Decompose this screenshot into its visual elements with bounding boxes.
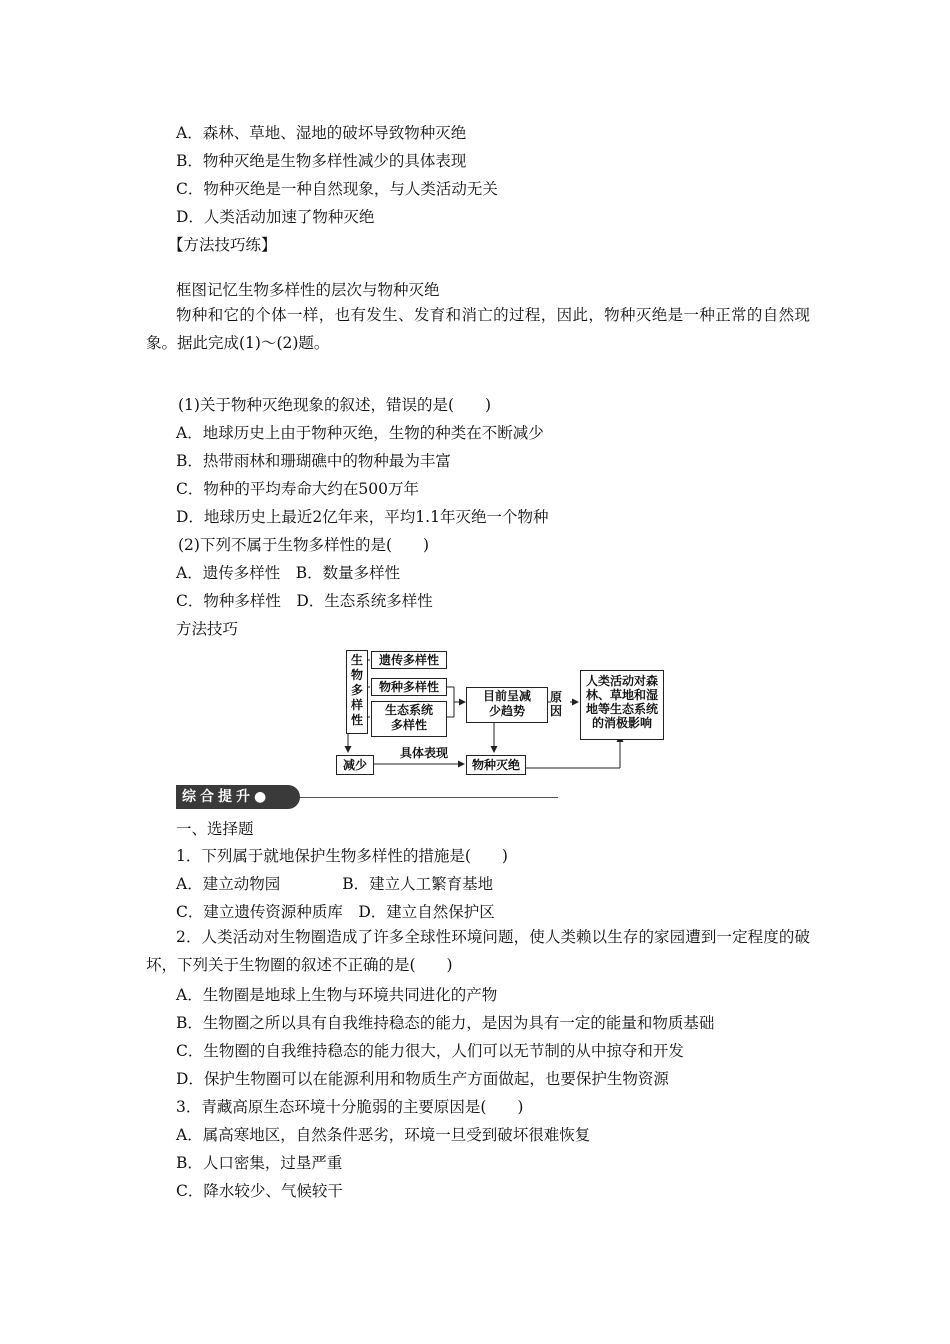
question-3-option-b: B．人口密集，过垦严重 [176,1154,343,1172]
section-banner [176,785,558,811]
method-title: 框图记忆生物多样性的层次与物种灭绝 [176,281,440,299]
question-3-stem: 3．青藏高原生态环境十分脆弱的主要原因是( ) [176,1098,524,1116]
decreasing-trend-box: 目前呈减少趋势 [466,687,548,723]
option-a: A．森林、草地、湿地的破坏导致物种灭绝 [176,124,467,142]
q1-option-a: A．地球历史上由于物种灭绝，生物的种类在不断减少 [176,424,544,442]
q2-stem: (2)下列不属于生物多样性的是( ) [178,536,430,554]
section-one-title: 一、选择题 [176,820,254,838]
question-3-option-a: A．属高寒地区，自然条件恶劣，环境一旦受到破坏很难恢复 [176,1126,591,1144]
species-diversity-box: 物种多样性 [371,678,447,696]
q1-stem: (1)关于物种灭绝现象的叙述，错误的是( ) [178,396,492,414]
option-b: B．物种灭绝是生物多样性减少的具体表现 [176,152,467,170]
reason-label: 原因 [550,690,563,718]
q2-options-cd: C．物种多样性 D．生态系统多样性 [176,592,433,610]
q1-option-d: D．地球历史上最近2亿年来，平均1.1年灭绝一个物种 [176,508,549,526]
option-d: D．人类活动加速了物种灭绝 [176,208,375,226]
extinction-box: 物种灭绝 [466,755,526,775]
question-3-option-c: C．降水较少、气候较干 [176,1182,343,1200]
q1-option-c: C．物种的平均寿命大约在500万年 [176,480,419,498]
question-1-stem: 1．下列属于就地保护生物多样性的措施是( ) [176,847,508,865]
question-2-option-c: C．生物圈的自我维持稳态的能力很大，人们可以无节制的从中掠夺和开发 [176,1042,684,1060]
question-2-stem: 2．人类活动对生物圈造成了许多全球性环境问题，使人类赖以生存的家园遭到一定程度的破坏，下列关于生物圈的叙述不正确的是( ) [146,928,810,974]
question-2-option-a: A．生物圈是地球上生物与环境共同进化的产物 [176,986,498,1004]
option-c: C．物种灭绝是一种自然现象，与人类活动无关 [176,180,498,198]
ecosystem-diversity-box: 生态系统多样性 [371,701,447,737]
question-1-options-ab: A．建立动物园 B．建立人工繁育基地 [176,875,494,893]
question-2-option-d: D．保护生物圈可以在能源利用和物质生产方面做起，也要保护生物资源 [176,1070,669,1088]
method-tip: 方法技巧 [176,620,239,638]
question-2-option-b: B．生物圈之所以具有自我维持稳态的能力，是因为具有一定的能量和物质基础 [176,1014,715,1032]
biodiversity-label: 生物多样性 [346,650,368,734]
q2-options-ab: A．遗传多样性 B．数量多样性 [176,564,401,582]
banner-label: 综合提升● [176,785,300,809]
banner-rule [286,797,558,798]
human-impact-box: 人类活动对森林、草地和湿地等生态系统的消极影响 [580,670,664,740]
biodiversity-diagram [330,640,660,780]
decrease-box: 减少 [336,755,374,775]
method-intro: 物种和它的个体一样，也有发生、发育和消亡的过程，因此，物种灭绝是一种正常的自然现象。据此完成(1)～(2)题。 [146,306,810,352]
manifestation-label: 具体表现 [400,746,449,760]
method-heading: 【方法技巧练】 [168,236,277,254]
genetic-diversity-box: 遗传多样性 [371,651,447,669]
question-1-options-cd: C．建立遗传资源种质库 D．建立自然保护区 [176,903,495,921]
q1-option-b: B．热带雨林和珊瑚礁中的物种最为丰富 [176,452,451,470]
